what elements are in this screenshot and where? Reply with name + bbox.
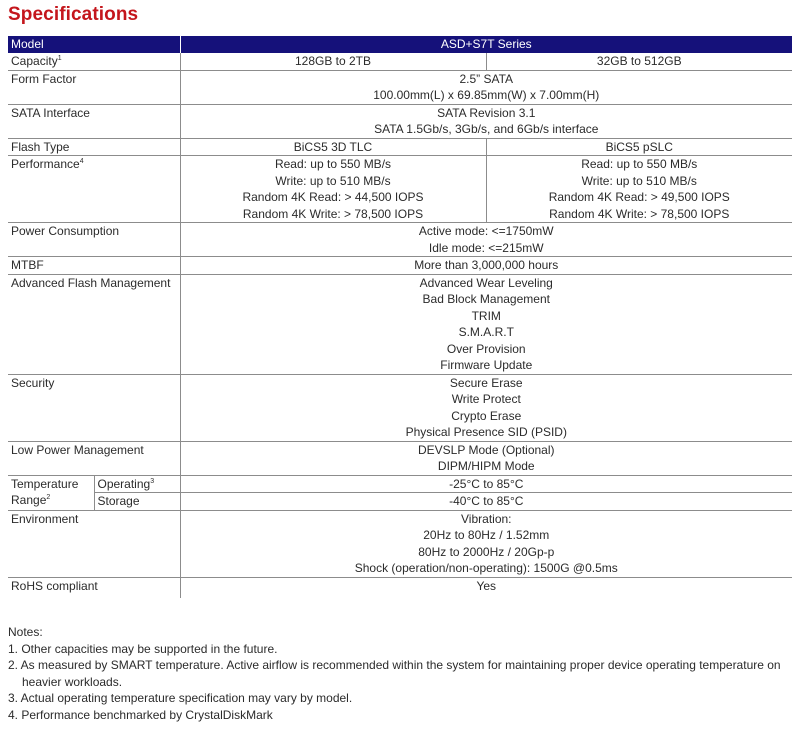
capacity-pslc: 32GB to 512GB [486, 53, 792, 70]
value-line: DIPM/HIPM Mode [437, 459, 535, 473]
flash-type-pslc: BiCS5 pSLC [486, 138, 792, 156]
specifications-table [8, 36, 792, 598]
operating-label [94, 475, 180, 493]
afm-value [180, 274, 792, 374]
row-flash-type [8, 138, 792, 156]
storage-temperature-value: -40°C to 85°C [180, 493, 792, 511]
value-line: 80Hz to 2000Hz / 20Gp-p [418, 544, 555, 559]
value-line: DEVSLP Mode (Optional) [418, 442, 555, 457]
value-line: Advanced Wear Leveling [419, 275, 553, 290]
performance-pslc [486, 156, 792, 223]
header-model-label: Model [8, 36, 180, 53]
footnote-marker: 2 [46, 494, 51, 501]
value-line: Over Provision [446, 341, 526, 356]
note-item: 4. Performance benchmarked by CrystalDiskMark [8, 707, 273, 722]
sata-interface-value [180, 104, 792, 138]
page-title: Specifications [8, 4, 139, 25]
row-form-factor [8, 70, 792, 104]
mtbf-label: MTBF [8, 257, 180, 275]
value-line: Bad Block Management [422, 292, 550, 306]
value-line: Vibration: [461, 511, 512, 526]
form-factor-label: Form Factor [8, 70, 180, 104]
row-low-power-management [8, 441, 792, 475]
storage-label: Storage [94, 493, 180, 511]
low-power-label: Low Power Management [8, 441, 180, 475]
note-item: 3. Actual operating temperature specification may vary by model. [8, 691, 353, 705]
range-text: Range [11, 493, 47, 507]
value-line: 2.5” SATA [459, 71, 514, 86]
note-item: 2. As measured by SMART temperature. Active airflow is recommended within the system for maintaining proper device operating temperature on heavier workloads. [8, 658, 781, 689]
range-label [11, 492, 92, 509]
afm-label: Advanced Flash Management [8, 274, 180, 374]
form-factor-value [180, 70, 792, 104]
footnote-marker: 3 [150, 477, 155, 485]
value-line: Write Protect [451, 392, 521, 406]
row-temperature-storage [8, 493, 792, 511]
row-temperature-operating [8, 475, 792, 493]
row-advanced-flash-management [8, 274, 792, 374]
row-capacity [8, 53, 792, 70]
value-line: Physical Presence SID (PSID) [405, 425, 567, 439]
row-sata-interface [8, 104, 792, 138]
value-line: Read: up to 550 MB/s [274, 157, 392, 171]
value-line: Random 4K Read: > 44,500 IOPS [242, 190, 424, 204]
header-series-name: ASD+S7T Series [180, 36, 792, 53]
row-label [8, 156, 180, 223]
value-line: Crypto Erase [451, 408, 522, 423]
value-line: Random 4K Read: > 49,500 IOPS [548, 190, 730, 204]
low-power-value [180, 441, 792, 475]
footnote-marker: 4 [79, 158, 84, 165]
value-line: Secure Erase [449, 375, 523, 390]
value-line: Random 4K Write: > 78,500 IOPS [549, 206, 730, 221]
row-power-consumption [8, 223, 792, 257]
value-line: Random 4K Write: > 78,500 IOPS [242, 206, 424, 221]
table-header-row [8, 36, 792, 53]
row-security [8, 374, 792, 441]
row-label [8, 53, 180, 70]
performance-tlc [180, 156, 486, 223]
flash-type-tlc: BiCS5 3D TLC [180, 138, 486, 156]
note-item: 1. Other capacities may be supported in the future. [8, 641, 278, 656]
value-line: Active mode: <=1750mW [418, 224, 554, 238]
operating-text: Operating [97, 476, 151, 491]
environment-value [180, 510, 792, 577]
notes-section [8, 624, 792, 723]
row-environment [8, 510, 792, 577]
capacity-label: Capacity [11, 54, 58, 68]
value-line: Shock (operation/non-operating): 1500G @0.5ms [354, 561, 618, 575]
row-mtbf [8, 257, 792, 275]
value-line: Write: up to 510 MB/s [581, 173, 697, 188]
value-line: Idle mode: <=215mW [428, 240, 544, 255]
value-line: Read: up to 550 MB/s [581, 157, 698, 171]
value-line: Firmware Update [440, 358, 533, 372]
mtbf-value: More than 3,000,000 hours [180, 257, 792, 275]
value-line: 20Hz to 80Hz / 1.52mm [423, 528, 550, 542]
temperature-range-label [8, 475, 94, 510]
rohs-label: RoHS compliant [8, 577, 180, 598]
footnote-marker: 1 [57, 55, 62, 62]
row-performance [8, 156, 792, 223]
sata-interface-label: SATA Interface [8, 104, 180, 138]
value-line: S.M.A.R.T [458, 325, 514, 339]
value-line: TRIM [471, 308, 501, 323]
value-line: SATA Revision 3.1 [437, 105, 536, 120]
performance-label: Performance [11, 157, 80, 171]
temperature-label: Temperature [11, 476, 79, 491]
capacity-tlc: 128GB to 2TB [180, 53, 486, 70]
security-value [180, 374, 792, 441]
notes-heading: Notes: [8, 625, 43, 639]
row-rohs [8, 577, 792, 598]
power-value [180, 223, 792, 257]
rohs-value: Yes [180, 577, 792, 598]
value-line: SATA 1.5Gb/s, 3Gb/s, and 6Gb/s interface [374, 122, 599, 136]
value-line: Write: up to 510 MB/s [275, 173, 391, 188]
flash-type-label: Flash Type [8, 138, 180, 156]
value-line: 100.00mm(L) x 69.85mm(W) x 7.00mm(H) [373, 88, 600, 102]
operating-temperature-value: -25°C to 85°C [180, 475, 792, 493]
security-label: Security [8, 374, 180, 441]
power-label: Power Consumption [8, 223, 180, 257]
environment-label: Environment [8, 510, 180, 577]
